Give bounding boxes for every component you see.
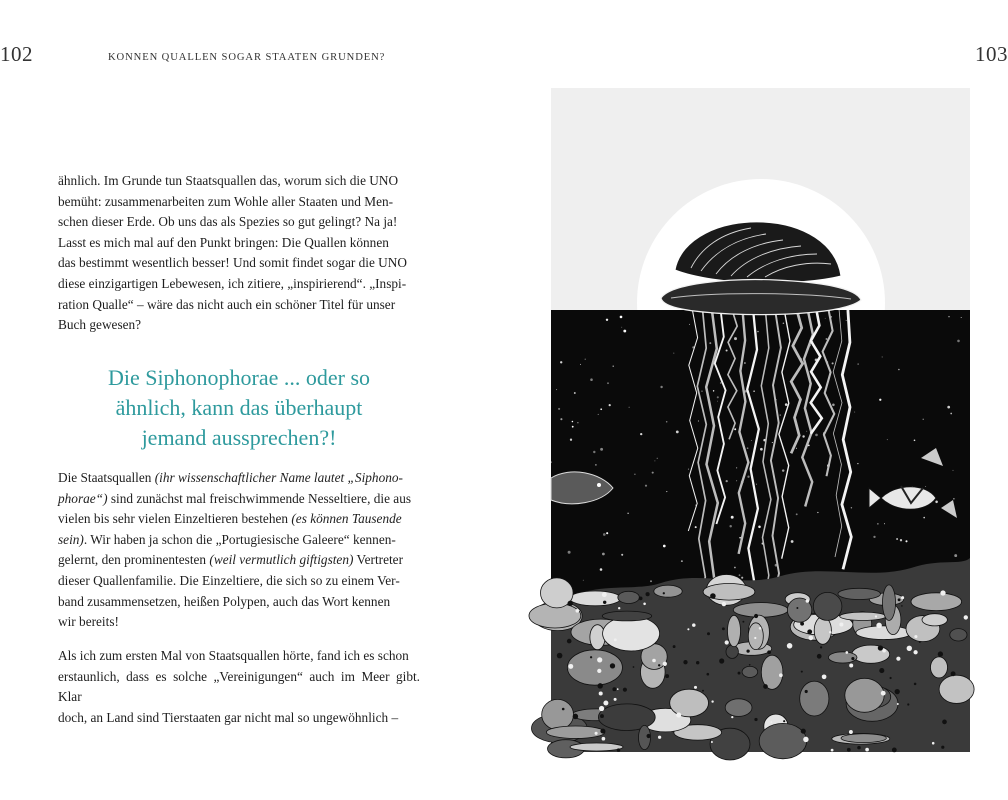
italic-run: (es können Tausende <box>291 511 402 527</box>
italic-run: sein) <box>58 531 84 547</box>
italic-run: (weil vermutlich giftigsten) <box>209 552 354 568</box>
text-line <box>58 550 420 571</box>
text-line <box>58 468 420 489</box>
text-run: . Wir haben ja schon die „Portugiesische Galeere“ kennen- <box>83 531 396 547</box>
text-line: diese einzigartigen Lebewesen, ich zitiere, „inspirierend“. „Inspi- <box>58 275 407 291</box>
section-heading <box>58 363 420 453</box>
text-line: doch, an Land sind Tierstaaten gar nicht mal so ungewöhnlich – <box>58 709 399 725</box>
text-line <box>58 509 420 530</box>
text-line: bemüht: zusammenarbeiten zum Wohle aller Staaten und Men- <box>58 193 394 209</box>
text-line: ration Qualle“ – wäre das nicht auch ein schöner Titel für unser <box>58 296 396 312</box>
text-line: schen dieser Erde. Ob uns das als Spezies so gut gelingt? Na ja! <box>58 214 398 230</box>
text-line: erstaunlich, dass es solche „Vereinigungen“ auch im Meer gibt. Klar <box>58 668 420 705</box>
text-line <box>58 489 420 510</box>
heading-line: Die Siphonophorae ... oder so <box>107 365 371 390</box>
page-number-right: 103 <box>975 42 1008 66</box>
text-run: Die Staatsquallen <box>58 470 155 485</box>
paragraph-first-encounter <box>58 646 420 728</box>
text-line: Lasst es mich mal auf den Punkt bringen: Die Quallen können <box>58 234 389 250</box>
text-line: das bestimmt wesentlich besser! Und somit findet sogar die UNO <box>58 255 407 271</box>
text-line <box>58 530 420 551</box>
text-run: vielen bis sehr vielen Einzeltieren bestehen <box>58 511 292 527</box>
text-run: sind zunächst mal freischwimmende Nesseltiere, die aus <box>107 490 412 506</box>
text-line: Als ich zum ersten Mal von Staatsquallen hörte, fand ich es schon <box>58 648 409 663</box>
text-run: gelernt, den prominentesten <box>58 552 210 568</box>
paragraph-intro <box>58 171 420 336</box>
paragraph-siphonophorae <box>58 468 420 633</box>
text-line: dieser Quallenfamilie. Die Einzeltiere, die sich so zu einem Ver- <box>58 572 400 588</box>
heading-line: jemand aussprechen?! <box>141 425 337 450</box>
italic-run: (ihr wissenschaftlicher Name lautet „Siphono- <box>154 470 403 485</box>
heading-line: ähnlich, kann das überhaupt <box>115 395 363 420</box>
text-line: band zusammensetzen, heißen Polypen, auch das Wort kennen <box>58 593 391 609</box>
jellyfish-illustration <box>551 88 970 752</box>
text-line: Buch gewesen? <box>58 317 142 333</box>
text-line: ähnlich. Im Grunde tun Staatsquallen das, worum sich die UNO <box>58 173 399 188</box>
text-run: Vertreter <box>353 552 404 568</box>
running-head: KONNEN QUALLEN SOGAR STAATEN GRUNDEN? <box>108 52 386 63</box>
page-number-left: 102 <box>0 42 33 66</box>
italic-run: phorae“) <box>58 490 108 506</box>
text-line: wir bereits! <box>58 614 119 630</box>
illustration-svg <box>551 88 970 752</box>
